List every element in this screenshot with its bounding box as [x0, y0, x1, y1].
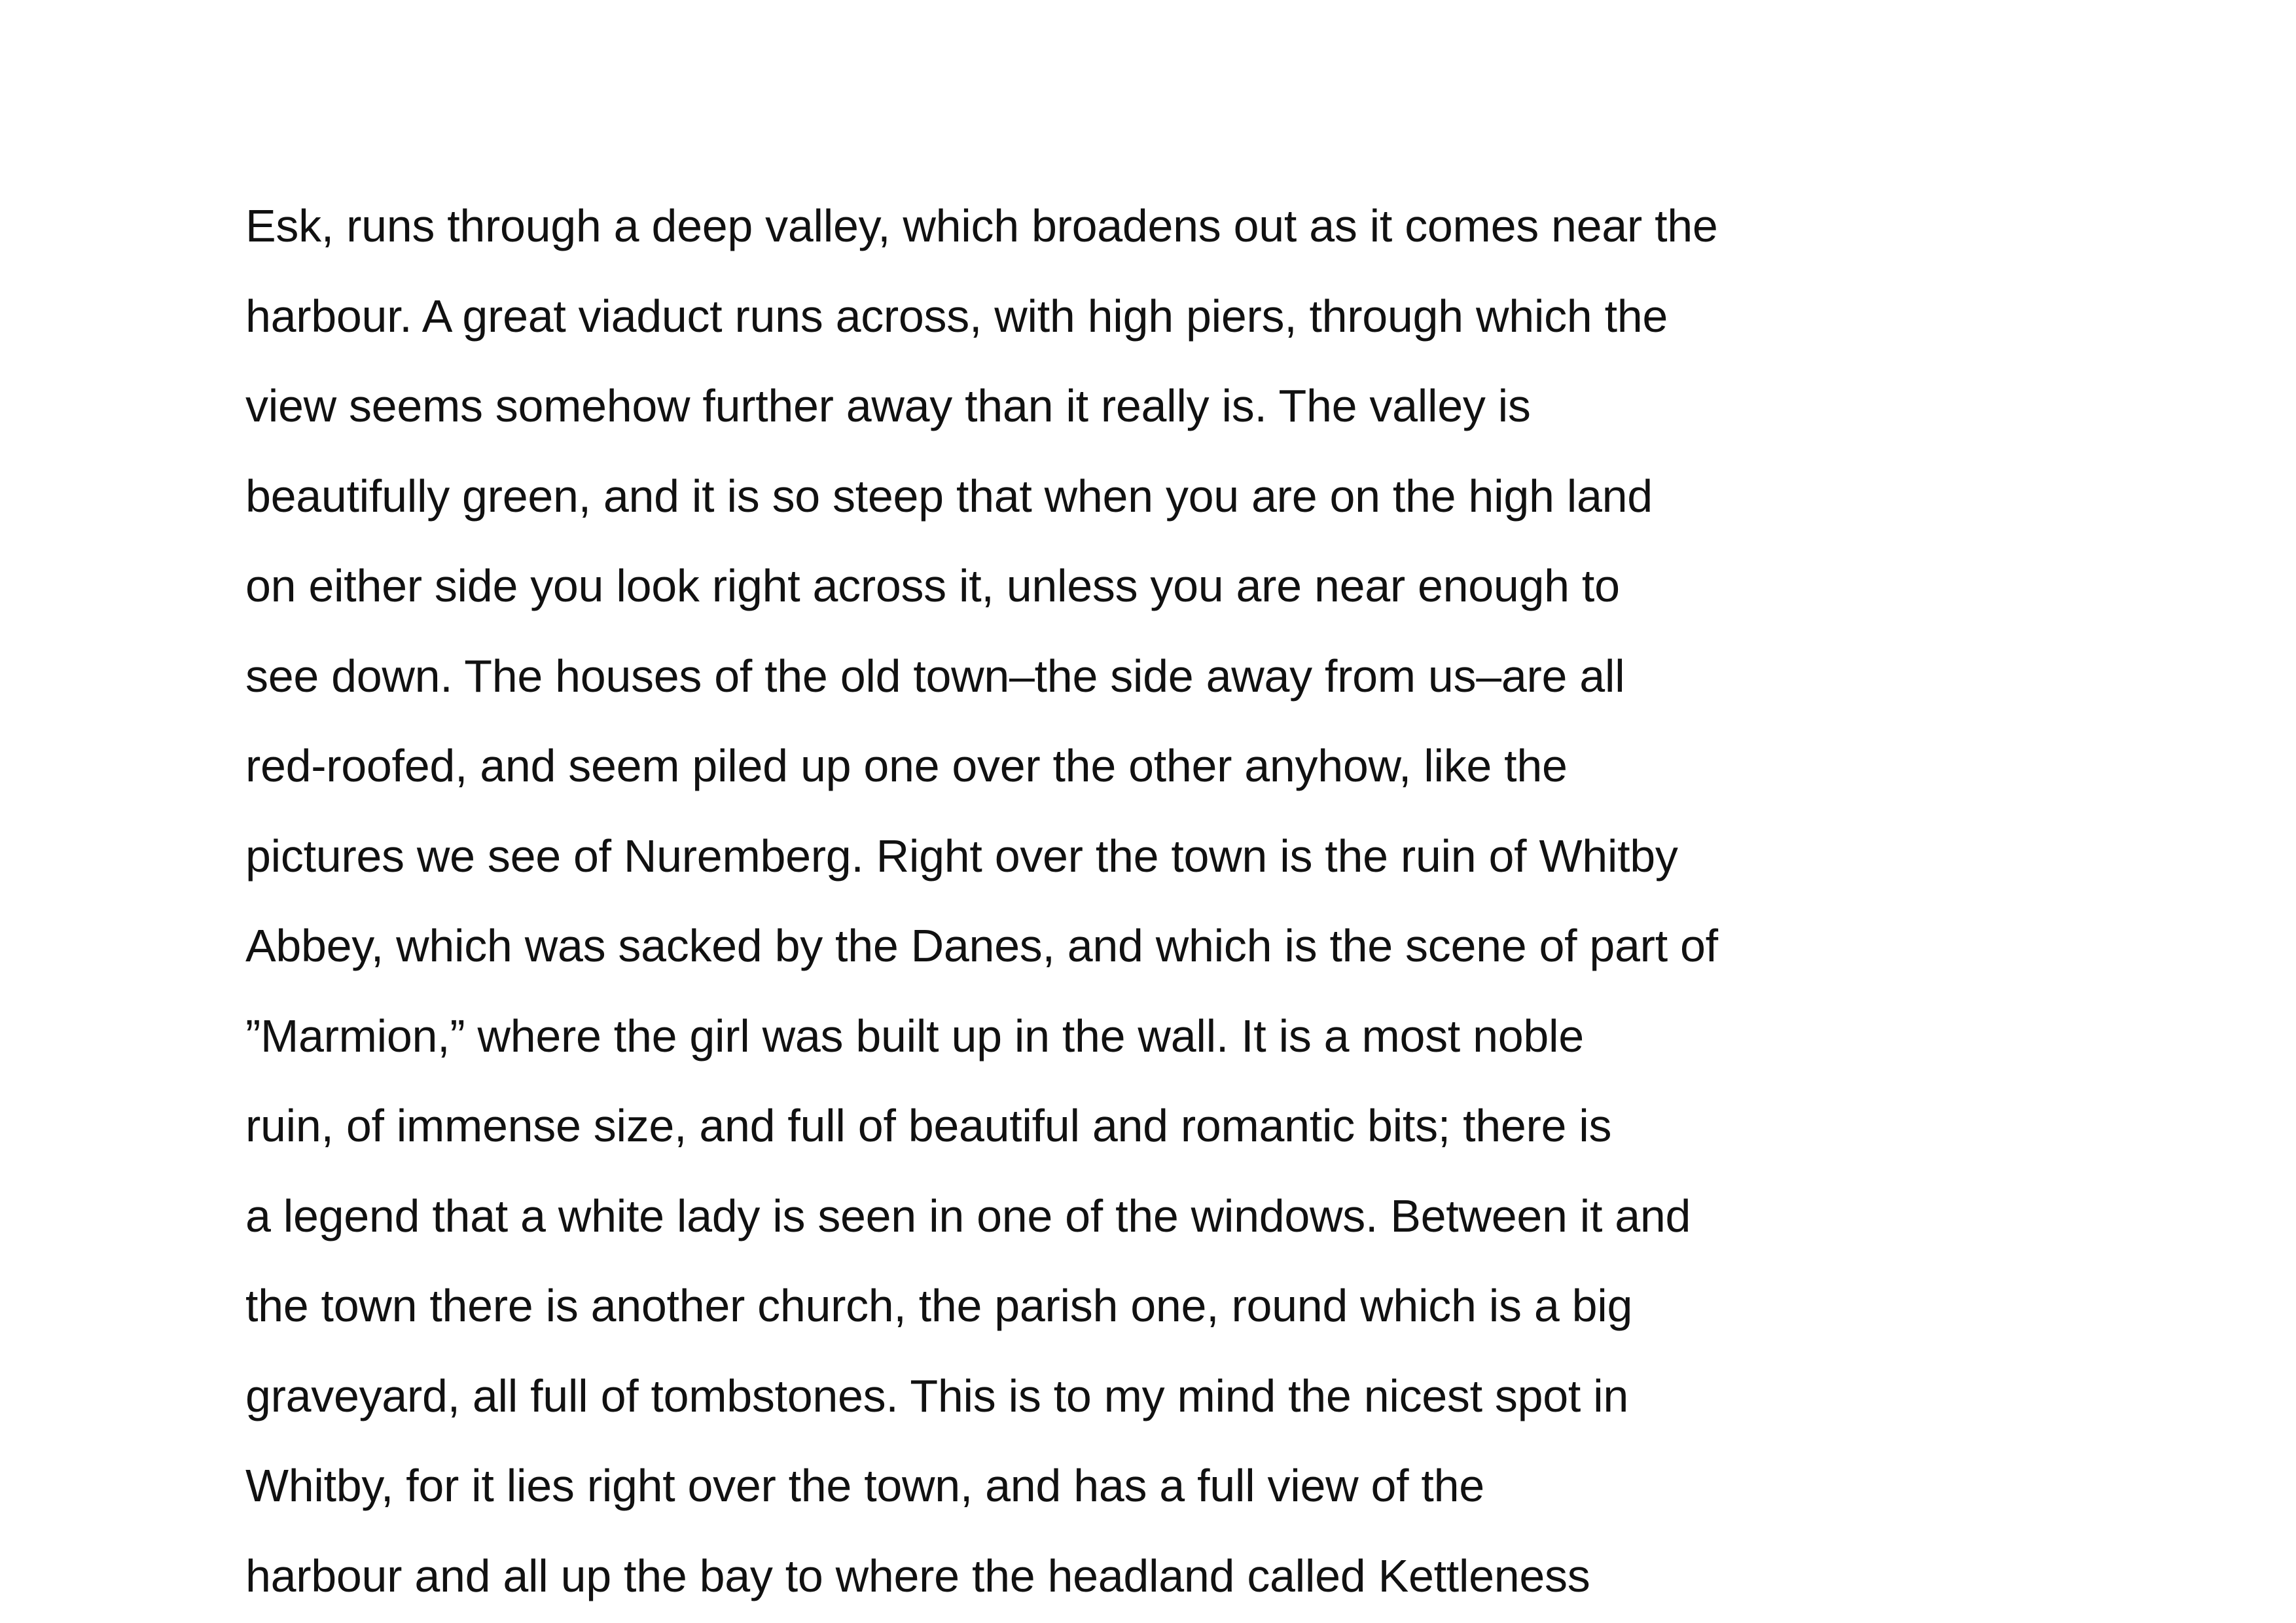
text-line: ”Marmion,” where the girl was built up in the wall. It is a most noble: [245, 1010, 1584, 1061]
text-line: beautifully green, and it is so steep that when you are on the high land: [245, 470, 1653, 522]
text-line: see down. The houses of the old town–the side away from us–are all: [245, 650, 1625, 702]
text-line: ruin, of immense size, and full of beautiful and romantic bits; there is: [245, 1100, 1612, 1151]
text-line: pictures we see of Nuremberg. Right over the town is the ruin of Whitby: [245, 830, 1678, 882]
body-text: [245, 181, 1947, 1621]
text-line: harbour. A great viaduct runs across, with high piers, through which the: [245, 290, 1668, 342]
text-line: the town there is another church, the parish one, round which is a big: [245, 1280, 1633, 1331]
text-line: a legend that a white lady is seen in one of the windows. Between it and: [245, 1190, 1691, 1241]
text-line: view seems somehow further away than it really is. The valley is: [245, 380, 1531, 431]
text-line: graveyard, all full of tombstones. This is to my mind the nicest spot in: [245, 1370, 1629, 1421]
text-line: Abbey, which was sacked by the Danes, and which is the scene of part of: [245, 920, 1718, 971]
text-line: on either side you look right across it, unless you are near enough to: [245, 560, 1620, 611]
text-line: Esk, runs through a deep valley, which broadens out as it comes near the: [245, 200, 1718, 251]
text-line: harbour and all up the bay to where the headland called Kettleness: [245, 1550, 1590, 1601]
text-line: red-roofed, and seem piled up one over the other anyhow, like the: [245, 740, 1568, 791]
text-line: Whitby, for it lies right over the town, and has a full view of the: [245, 1460, 1484, 1511]
